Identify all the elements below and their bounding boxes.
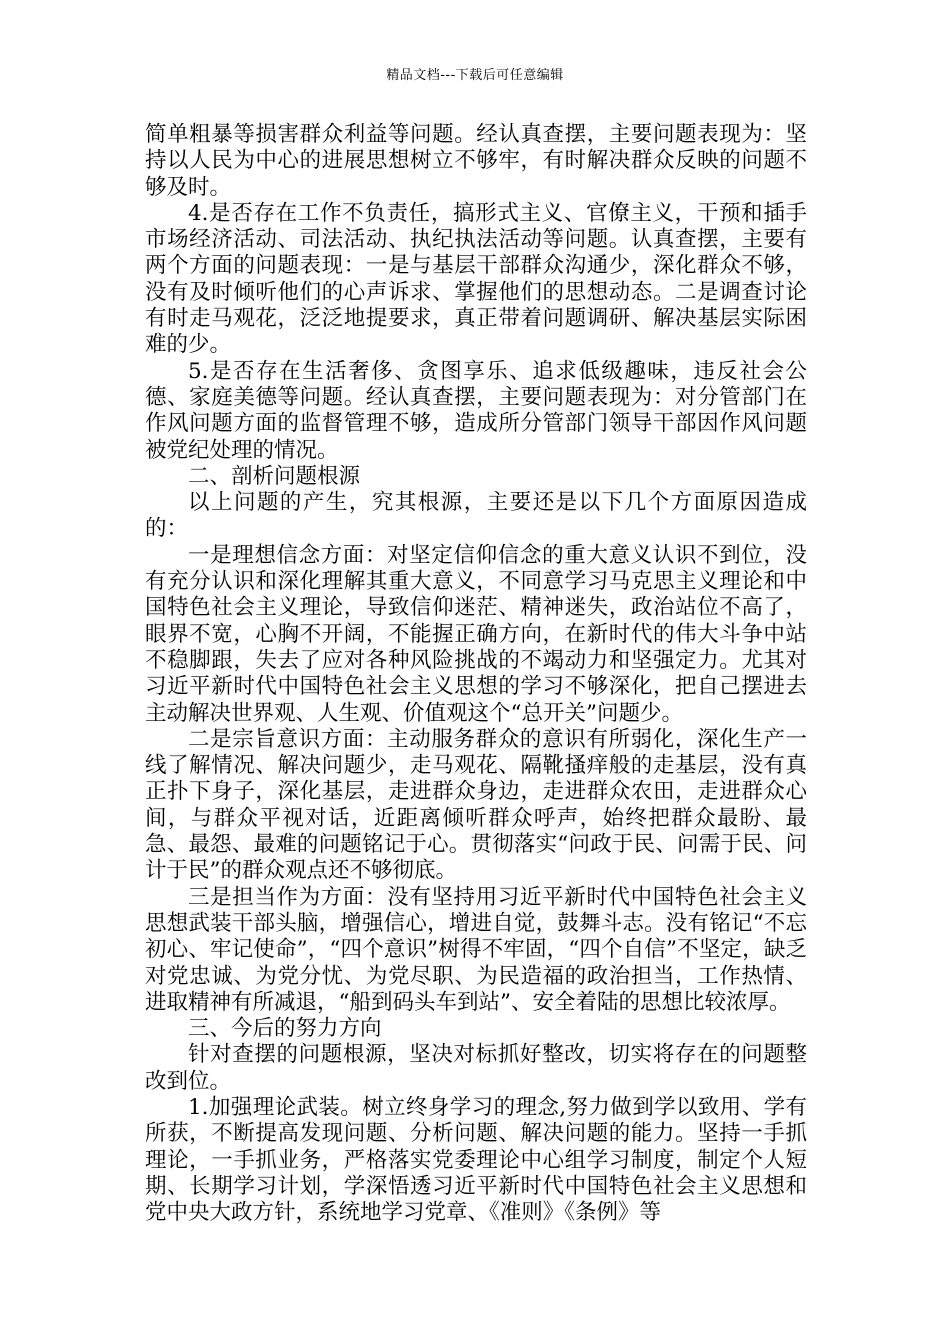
paragraph-ideals-beliefs: 一是理想信念方面：对坚定信仰信念的重大意义认识不到位，没有充分认识和深化理解其重大意义，不同意学习马克思主义理论和中国特色社会主义理论，导致信仰迷茫、精神迷失，政治站位不高了，眼界不宽，心胸不开阔，不能握正确方向，在新时代的伟大斗争中站不稳脚跟，失去了应对各种风险挑战的不竭动力和坚强定力。尤其对习近平新时代中国特色社会主义思想的学习不够深化，把自己摆进去主动解决世界观、人生观、价值观这个“总开关”问题少。: [145, 542, 807, 726]
paragraph-theory-study: 1.加强理论武装。树立终身学习的理念,努力做到学以致用、学有所获，不断提高发现问题、分析问题、解决问题的能力。坚持一手抓理论，一手抓业务，严格落实党委理论中心组学习制度，制定个人短期、长期学习计划，学深悟透习近平新时代中国特色社会主义思想和党中央大政方针，系统地学习党章、《准则》《条例》等: [145, 1094, 807, 1226]
paragraph-rectification-intro: 针对查摆的问题根源，坚决对标抓好整改，切实将存在的问题整改到位。: [145, 1042, 807, 1094]
page-header: 精品文档---下载后可任意编辑: [386, 68, 564, 83]
paragraph-root-cause-intro: 以上问题的产生，究其根源，主要还是以下几个方面原因造成的：: [145, 490, 807, 542]
paragraph-purpose-awareness: 二是宗旨意识方面：主动服务群众的意识有所弱化，深化生产一线了解情况、解决问题少，走马观花、隔靴搔痒般的走基层，没有真正扑下身子，深化基层，走进群众身边，走进群众农田，走进群众心间，与群众平视对话，近距离倾听群众呼声，始终把群众最盼、最急、最怨、最难的问题铭记于心。贯彻落实“问政于民、问需于民、问计于民”的群众观点还不够彻底。: [145, 726, 807, 884]
paragraph-item-5: 5.是否存在生活奢侈、贪图享乐、追求低级趣味，违反社会公德、家庭美德等问题。经认真查摆，主要问题表现为：对分管部门在作风问题方面的监督管理不够，造成所分管部门领导干部因作风问题被党纪处理的情况。: [145, 358, 807, 463]
paragraph-responsibility: 三是担当作为方面：没有坚持用习近平新时代中国特色社会主义思想武装干部头脑，增强信心，增进自觉，鼓舞斗志。没有铭记“不忘初心、牢记使命”，“四个意识”树得不牢固，“四个自信”不坚定，缺乏对党忠诚、为党分忧、为党尽职、为民造福的政治担当，工作热情、进取精神有所减退，“船到码头车到站”、安全着陆的思想比较浓厚。: [145, 884, 807, 1015]
paragraph-item-4: 4.是否存在工作不负责任，搞形式主义、官僚主义，干预和插手市场经济活动、司法活动、执纪执法活动等问题。认真查摆，主要有两个方面的问题表现：一是与基层干部群众沟通少，深化群众不够，没有及时倾听他们的心声诉求、掌握他们的思想动态。二是调查讨论有时走马观花，泛泛地提要求，真正带着问题调研、解决基层实际困难的少。: [145, 200, 807, 358]
section-heading-3: 三、今后的努力方向: [188, 1016, 382, 1042]
section-heading-2: 二、剖析问题根源: [188, 463, 361, 489]
paragraph-continuation: 简单粗暴等损害群众利益等问题。经认真查摆，主要问题表现为：坚持以人民为中心的进展思想树立不够牢，有时解决群众反映的问题不够及时。: [145, 122, 807, 200]
document-body: [145, 122, 807, 1226]
